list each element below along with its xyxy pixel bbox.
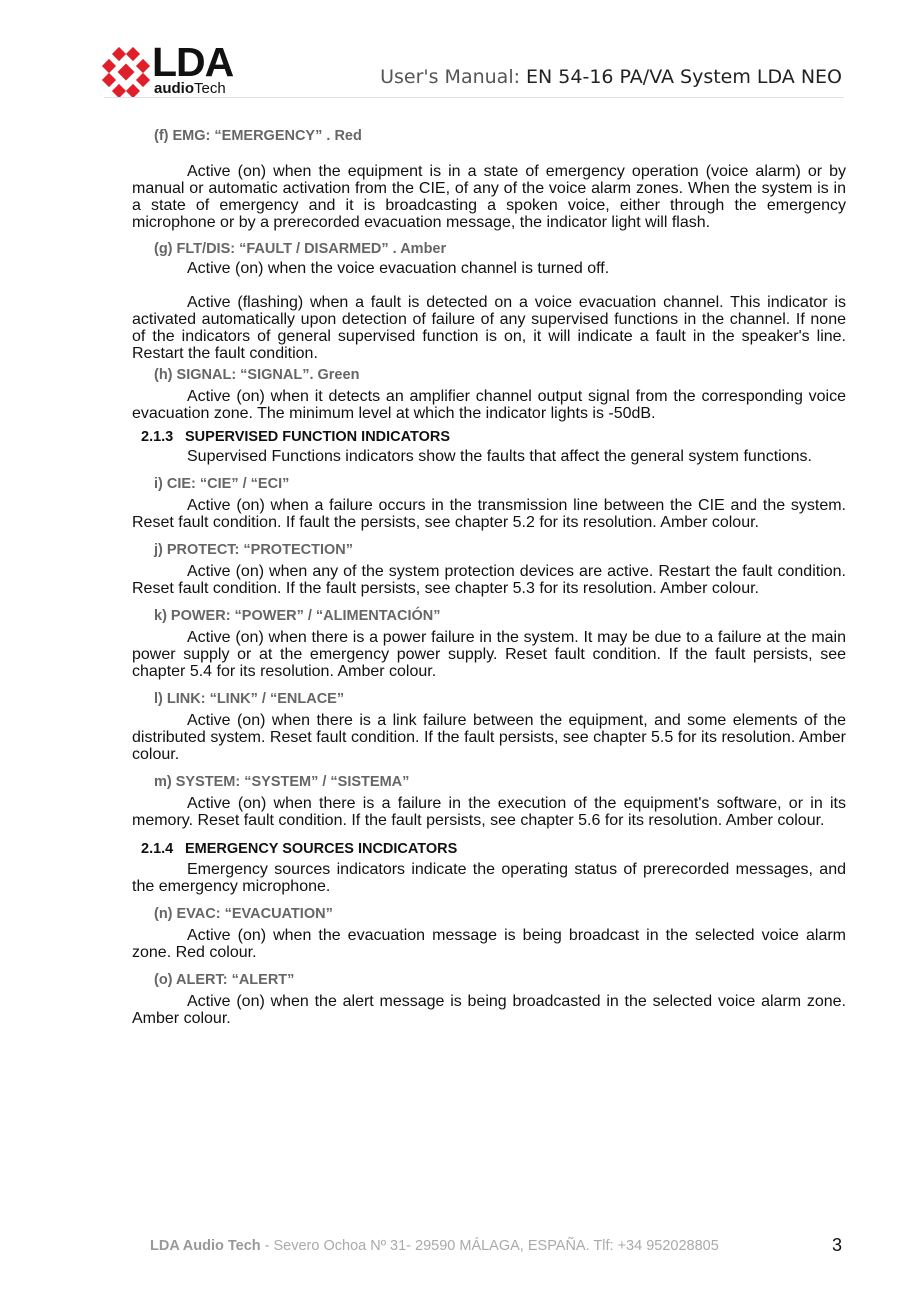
paragraph: Active (on) when the evacuation message is being broadcast in the selected voice alarm zone. Red colour. [132,927,846,961]
page-header [0,0,920,100]
indicator-heading-power: k) POWER: “POWER” / “ALIMENTACIÓN” [154,608,441,624]
page-content [132,127,846,1027]
indicator-heading-link: l) LINK: “LINK” / “ENLACE” [154,691,345,707]
lda-logo [100,39,250,100]
indicator-heading-alert: (o) ALERT: “ALERT” [154,972,295,988]
manual-title: User's Manual: EN 54-16 PA/VA System LDA NEO [380,66,842,88]
indicator-heading-cie: i) CIE: “CIE” / “ECI” [154,476,290,492]
indicator-heading-protect: j) PROTECT: “PROTECTION” [154,542,353,558]
indicator-heading-signal: (h) SIGNAL: “SIGNAL”. Green [154,367,360,383]
page-number: 3 [832,1235,843,1255]
paragraph: Active (flashing) when a fault is detected on a voice evacuation channel. This indicator is activated automatically upon detection of failure of any supervised functions in the channel. If none of the indicators of general supervised function is on, it will indicate a fault in the speaker's line. Restart the fault condition. [132,294,846,362]
indicator-heading-evac: (n) EVAC: “EVACUATION” [154,906,333,922]
page-footer [0,1235,920,1259]
paragraph: Supervised Functions indicators show the faults that affect the general system functions. [187,448,812,465]
footer-address: LDA Audio Tech - Severo Ochoa Nº 31- 29590 MÁLAGA, ESPAÑA. Tlf: +34 952028805 [150,1238,719,1254]
section-heading-2-1-3: 2.1.3 SUPERVISED FUNCTION INDICATORS [141,429,451,445]
indicator-heading-flt: (g) FLT/DIS: “FAULT / DISARMED” . Amber [154,241,447,257]
paragraph: Active (on) when it detects an amplifier channel output signal from the corresponding voice evacuation zone. The minimum level at which the indicator lights is -50dB. [132,388,846,422]
paragraph: Active (on) when the alert message is being broadcasted in the selected voice alarm zone. Amber colour. [132,993,846,1027]
logo-sub-text: audioTech [154,80,226,97]
indicator-heading-emg: (f) EMG: “EMERGENCY” . Red [154,128,362,144]
logo-main-text: LDA [152,39,234,85]
paragraph: Active (on) when there is a link failure between the equipment, and some elements of the distributed system. Reset fault condition. If the fault persists, see chapter 5.5 for its resolution. Amber colour. [132,712,846,763]
paragraph: Active (on) when the voice evacuation channel is turned off. [187,260,610,277]
paragraph: Active (on) when there is a power failure in the system. It may be due to a failure at the main power supply or at the emergency power supply. Reset fault condition. If the fault persists, see chapter 5.4 for its resolution. Amber colour. [132,629,846,680]
section-heading-2-1-4: 2.1.4 EMERGENCY SOURCES INCDICATORS [141,841,458,857]
indicator-heading-system: m) SYSTEM: “SYSTEM” / “SISTEMA” [154,774,410,790]
header-divider [104,97,844,98]
paragraph: Emergency sources indicators indicate the operating status of prerecorded messages, and the emergency microphone. [132,861,846,895]
lda-diamond-icon [100,47,152,99]
paragraph: Active (on) when a failure occurs in the transmission line between the CIE and the system. Reset fault condition. If fault the persists, see chapter 5.2 for its resolution. Amber colour. [132,497,846,531]
paragraph: Active (on) when any of the system protection devices are active. Restart the fault condition. Reset fault condition. If the fault persists, see chapter 5.3 for its resolution. Amber colour. [132,563,846,597]
paragraph: Active (on) when there is a failure in the execution of the equipment's software, or in its memory. Reset fault condition. If the fault persists, see chapter 5.6 for its resolution. Amber colour. [132,795,846,829]
paragraph: Active (on) when the equipment is in a state of emergency operation (voice alarm) or by manual or automatic activation from the CIE, of any of the voice alarm zones. When the system is in a state of emergency and it is broadcasting a spoken voice, either through the emergency microphone or by a prerecorded evacuation message, the indicator light will flash. [132,163,846,231]
